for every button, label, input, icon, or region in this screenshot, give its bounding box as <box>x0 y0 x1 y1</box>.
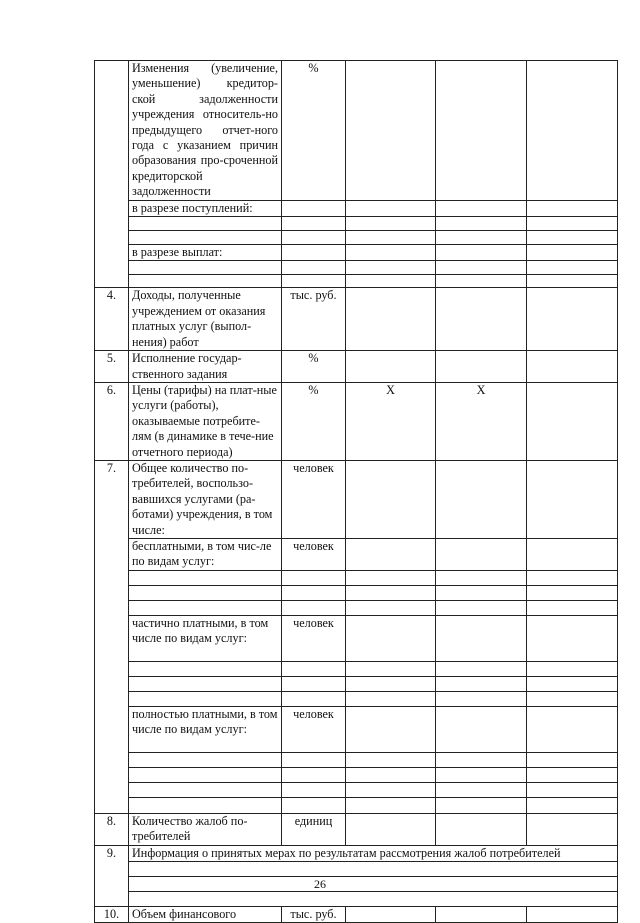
indicator-name: в разрезе выплат: <box>129 245 282 261</box>
row-number: 6. <box>95 382 129 460</box>
table-row <box>95 862 618 877</box>
unit-cell: % <box>282 61 346 201</box>
table-row <box>95 752 618 767</box>
table-row <box>95 382 618 460</box>
table-row <box>95 813 618 845</box>
table-row <box>95 706 618 752</box>
table-row <box>95 538 618 570</box>
unit-cell: человек <box>282 706 346 752</box>
table-row <box>95 600 618 615</box>
table-row <box>95 288 618 351</box>
unit-cell: человек <box>282 615 346 661</box>
indicator-name: Информация о принятых мерах по результатам рассмотрения жалоб потребителей <box>129 845 618 861</box>
indicator-name: Цены (тарифы) на плат-ные услуги (работы), оказываемые потребите-лям (в динамике в тече-ние отчетного периода) <box>129 382 282 460</box>
indicator-name: Количество жалоб по-требителей <box>129 813 282 845</box>
table-row <box>95 245 618 261</box>
indicator-name: полностью платными, в том числе по видам услуг: <box>129 706 282 752</box>
table-row <box>95 61 618 201</box>
report-table <box>94 60 618 923</box>
not-applicable-mark: X <box>436 382 527 460</box>
row-number: 4. <box>95 288 129 351</box>
row-number: 10. <box>95 907 129 923</box>
indicator-name: Доходы, полученные учреждением от оказания платных услуг (выпол-нения) работ <box>129 288 282 351</box>
indicator-name: Объем финансового <box>129 907 282 923</box>
table-row <box>95 231 618 245</box>
row-number: 5. <box>95 351 129 383</box>
table-row <box>95 691 618 706</box>
unit-cell: человек <box>282 538 346 570</box>
indicator-name: частично платными, в том числе по видам услуг: <box>129 615 282 661</box>
table-row <box>95 275 618 288</box>
value-cell <box>346 61 436 201</box>
unit-cell: человек <box>282 460 346 538</box>
table-row <box>95 261 618 275</box>
table-row <box>95 782 618 797</box>
table-row <box>95 200 618 216</box>
indicator-name: Изменения (увеличение, уменьшение) кредитор-ской задолженности учреждения относитель-но предыдущего отчет-ного года с указанием причин образования про-сроченной кредиторской задолженности <box>129 61 282 201</box>
unit-cell: тыс. руб. <box>282 907 346 923</box>
table-row <box>95 797 618 813</box>
indicator-name: Исполнение государ-ственного задания <box>129 351 282 383</box>
table-row <box>95 676 618 691</box>
table-row <box>95 585 618 600</box>
unit-cell: единиц <box>282 813 346 845</box>
unit-cell: тыс. руб. <box>282 288 346 351</box>
table-row <box>95 661 618 676</box>
table-row <box>95 907 618 923</box>
row-number: 9. <box>95 845 129 906</box>
indicator-name: бесплатными, в том чис-ле по видам услуг: <box>129 538 282 570</box>
indicator-name: в разрезе поступлений: <box>129 200 282 216</box>
value-cell <box>527 61 618 201</box>
table-row <box>95 845 618 861</box>
table-row <box>95 460 618 538</box>
value-cell <box>436 61 527 201</box>
row-number: 8. <box>95 813 129 845</box>
table-row <box>95 217 618 231</box>
unit-cell: % <box>282 382 346 460</box>
unit-cell: % <box>282 351 346 383</box>
page-number: 26 <box>314 877 326 891</box>
not-applicable-mark: X <box>346 382 436 460</box>
table-row <box>95 892 618 907</box>
table-row <box>95 615 618 661</box>
row-number: 7. <box>95 460 129 813</box>
table-row <box>95 767 618 782</box>
row-number <box>95 61 129 288</box>
table-row <box>95 351 618 383</box>
indicator-name: Общее количество по-требителей, воспользо-вавшихся услугами (ра-ботами) учреждения, в том числе: <box>129 460 282 538</box>
table-row <box>95 570 618 585</box>
